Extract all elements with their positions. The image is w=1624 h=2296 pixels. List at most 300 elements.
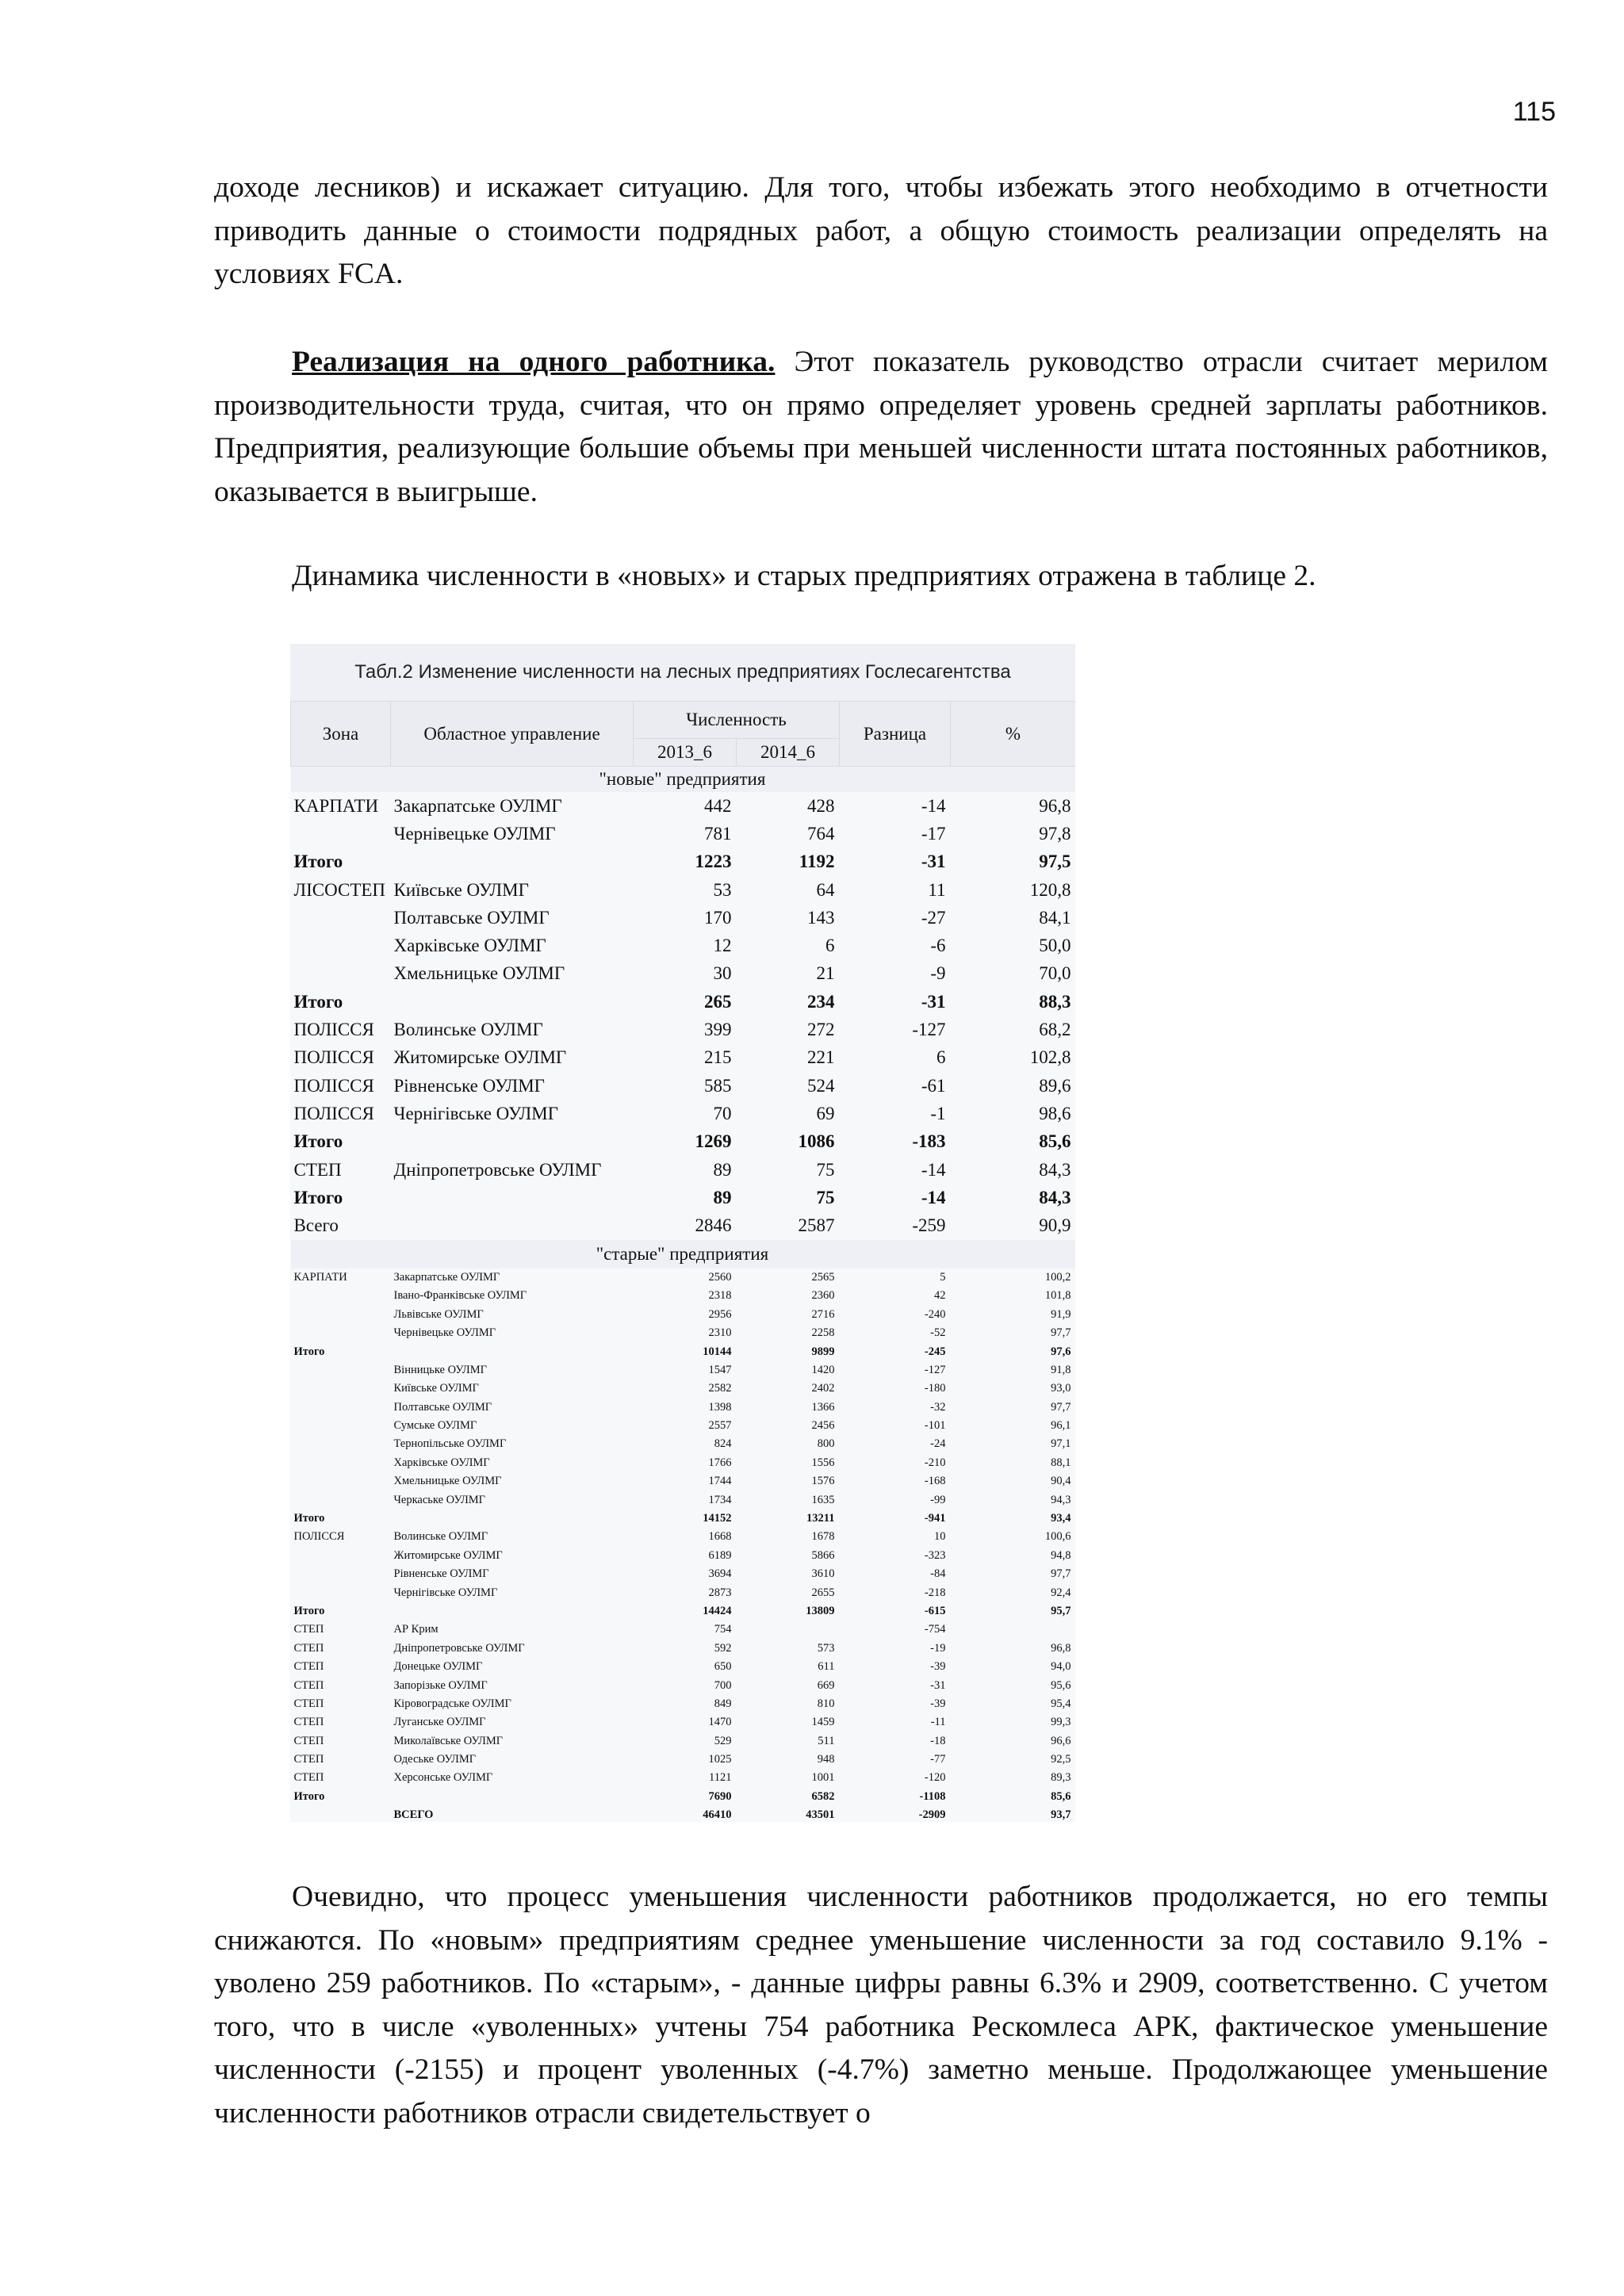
table-row [291,1128,1076,1156]
table-row [291,1016,1076,1043]
cell-zone: ПОЛІССЯ [293,1047,374,1068]
cell-difference: -218 [924,1586,946,1599]
table-row [291,1547,1076,1565]
cell-region: Хмельницьке ОУЛМГ [393,963,565,984]
cell-2014: 6582 [811,1789,835,1803]
table-row [291,1658,1076,1676]
cell-2014: 64 [816,879,835,900]
cell-percent: 85,6 [1051,1789,1071,1803]
cell-region: Сумське ОУЛМГ [393,1419,477,1433]
cell-zone: СТЕП [293,1660,324,1674]
cell-zone [291,1454,391,1472]
table-row [291,904,1076,932]
cell-region: Вінницьке ОУЛМГ [393,1363,487,1376]
header-2013: 2013_6 [634,739,737,767]
section-old-enterprises: "старые" предприятия [291,1240,1076,1269]
table-row [291,1044,1076,1072]
cell-difference: -14 [921,795,946,816]
cell-difference: -18 [930,1734,946,1747]
cell-difference: -99 [930,1493,946,1506]
table-row [291,1342,1076,1360]
cell-2014 [737,1621,840,1639]
cell-2013: 53 [713,879,732,900]
cell-2014: 21 [816,963,835,984]
cell-difference: -240 [924,1307,946,1321]
cell-zone: СТЕП [293,1159,342,1180]
cell-difference: -32 [930,1400,946,1414]
header-percent: % [951,702,1076,767]
paragraph-conclusion: Очевидно, что процесс уменьшения численности работников продолжается, но его темпы снижаются. По «новым» предприятиям среднее уменьшение численности за год составило 9.1% - уволено 259 работников. По «старым», - данные цифры равны 6.3% и 2909, соответственно. С учетом того, что в числе «уволенных» учтены 754 работника Рескомлеса АРК, фактическое уменьшение численности (-2155) и процент уволенных (-4.7%) заметно меньше. Продолжающее уменьшение численности работников отрасли свидетельствует о [214,1881,1548,2130]
cell-region [391,1128,634,1156]
cell-percent: 93,7 [1051,1808,1071,1822]
cell-difference: -754 [924,1623,946,1636]
cell-2013: 2560 [708,1270,732,1284]
cell-percent: 94,3 [1051,1493,1071,1506]
table-row [291,1156,1076,1184]
table-row [291,1695,1076,1713]
cell-difference: -210 [924,1456,946,1469]
cell-zone: СТЕП [293,1697,324,1710]
cell-difference: -31 [921,991,946,1012]
table-title: Табл.2 Изменение численности на лесных предприятиях Гослесагентства [290,644,1075,701]
cell-zone [291,1435,391,1453]
table-row [291,876,1076,904]
cell-2014: 948 [817,1753,835,1766]
cell-difference: -84 [930,1567,946,1581]
cell-difference: 6 [936,1047,946,1068]
cell-2013: 215 [704,1047,732,1068]
cell-2013: 2873 [708,1586,732,1599]
cell-percent: 93,4 [1051,1512,1071,1525]
cell-2013: 6189 [708,1548,732,1562]
cell-difference: -101 [924,1419,946,1433]
cell-zone [291,1547,391,1565]
cell-difference: -24 [930,1437,946,1451]
cell-2013: 1766 [708,1456,732,1469]
cell-percent: 70,0 [1039,963,1071,984]
cell-percent: 97,6 [1051,1345,1071,1358]
paragraph-fca: доходе лесников) и искажает ситуацию. Для того, чтобы избежать этого необходимо в отчетности приводить данные о стоимости подрядных работ, а общую стоимость реализации определять на условиях FCA. [214,171,1548,290]
table-row [291,1806,1076,1822]
cell-2014: 2456 [811,1419,835,1433]
cell-zone: СТЕП [293,1716,324,1729]
cell-percent: 97,7 [1051,1400,1071,1414]
cell-percent: 88,3 [1039,991,1071,1012]
cell-2013: 1744 [708,1475,732,1488]
cell-2013: 1668 [708,1530,732,1544]
cell-region: АР Крим [393,1623,439,1636]
table-row [291,1713,1076,1732]
cell-region: Волинське ОУЛМГ [393,1020,543,1040]
cell-2014: 573 [817,1641,835,1655]
cell-percent: 89,3 [1051,1771,1071,1785]
cell-2013: 89 [713,1187,732,1207]
cell-2013: 12 [713,936,732,956]
cell-2013: 849 [714,1697,732,1710]
table-row [291,1621,1076,1639]
cell-region: Київське ОУЛМГ [393,1382,479,1395]
cell-percent: 96,8 [1039,795,1071,816]
cell-region: Черкаське ОУЛМГ [393,1493,486,1506]
cell-difference: -31 [921,851,946,872]
cell-difference: -11 [930,1716,946,1729]
cell-2014: 1192 [799,851,835,872]
headcount-table [290,644,1075,1822]
cell-region [391,1211,634,1239]
cell-difference: -1108 [919,1789,946,1803]
paragraph-table-intro: Динамика численности в «новых» и старых предприятиях отражена в таблице 2. [292,560,1316,592]
cell-region: Волинське ОУЛМГ [393,1530,488,1544]
cell-2013: 700 [714,1678,732,1692]
cell-2013: 592 [714,1641,732,1655]
cell-percent: 88,1 [1051,1456,1071,1469]
cell-2014: 13211 [806,1512,835,1525]
cell-difference: 42 [934,1289,946,1303]
table-row [291,1380,1076,1398]
cell-difference: -180 [924,1382,946,1395]
table-row [291,1269,1076,1287]
cell-zone: Итого [293,1512,325,1525]
cell-percent: 97,8 [1039,823,1071,844]
cell-percent: 100,2 [1044,1270,1071,1284]
cell-region: Львівське ОУЛМГ [393,1307,484,1321]
cell-zone [291,1417,391,1435]
cell-region: Житомирське ОУЛМГ [393,1047,567,1068]
section-heading: Реализация на одного работника. [292,346,776,378]
cell-percent: 91,9 [1051,1307,1071,1321]
cell-region: Закарпатське ОУЛМГ [393,1270,500,1284]
header-difference: Разница [840,702,951,767]
cell-2014: 428 [807,795,835,816]
table-row [291,1184,1076,1211]
cell-region: Чернігівське ОУЛМГ [393,1586,498,1599]
cell-zone [291,1287,391,1305]
cell-zone: Итого [293,1789,325,1803]
cell-2014: 511 [818,1734,835,1747]
cell-region: Дніпропетровське ОУЛМГ [393,1159,602,1180]
cell-2014: 221 [807,1047,835,1068]
cell-zone [291,820,391,848]
cell-2013: 585 [704,1075,732,1096]
cell-zone [291,1583,391,1601]
cell-zone: СТЕП [293,1678,324,1692]
cell-percent: 84,3 [1039,1159,1071,1180]
cell-2014: 2565 [811,1270,835,1284]
table-row [291,1732,1076,1751]
header-region: Областное управление [391,702,634,767]
cell-difference: -52 [930,1326,946,1340]
cell-2014: 69 [816,1103,835,1123]
cell-zone: ПОЛІССЯ [293,1103,374,1123]
cell-percent: 97,7 [1051,1567,1071,1581]
cell-region: Харківське ОУЛМГ [393,1456,490,1469]
cell-percent: 84,3 [1039,1187,1071,1207]
cell-2013: 650 [714,1660,732,1674]
cell-percent: 97,5 [1039,851,1071,872]
cell-zone: Итого [293,991,343,1012]
cell-region [391,1602,634,1621]
cell-difference: -14 [921,1159,946,1180]
table-row [291,1640,1076,1658]
cell-2014: 2360 [811,1289,835,1303]
cell-2014: 3610 [811,1567,835,1581]
cell-region: Чернівецьке ОУЛМГ [393,1326,496,1340]
cell-2013: 2557 [708,1419,732,1433]
cell-2014: 234 [807,991,835,1012]
cell-percent: 90,9 [1039,1215,1071,1236]
cell-difference: -2909 [918,1808,946,1822]
cell-percent: 96,8 [1051,1641,1071,1655]
cell-percent: 89,6 [1039,1075,1071,1096]
cell-region: Дніпропетровське ОУЛМГ [393,1641,525,1655]
cell-2014: 2258 [811,1326,835,1340]
cell-difference: -168 [924,1475,946,1488]
table-row [291,1602,1076,1621]
cell-2014: 1576 [811,1475,835,1488]
cell-2014: 524 [807,1075,835,1096]
cell-zone [291,1361,391,1380]
cell-2014: 611 [818,1660,835,1674]
table-row [291,1100,1076,1127]
header-2014: 2014_6 [737,739,840,767]
cell-percent: 97,1 [1051,1437,1071,1451]
cell-percent: 97,7 [1051,1326,1071,1340]
table-row [291,1565,1076,1583]
table-row [291,792,1076,820]
cell-2013: 2956 [708,1307,732,1321]
cell-2014: 5866 [811,1548,835,1562]
table-row [291,1072,1076,1100]
cell-2013: 2310 [708,1326,732,1340]
cell-percent: 92,4 [1051,1586,1071,1599]
cell-percent: 95,7 [1051,1604,1071,1617]
cell-difference: -61 [921,1075,946,1096]
cell-2014: 669 [817,1678,835,1692]
table-row [291,1211,1076,1239]
table-row [291,960,1076,988]
cell-zone: ЛІСОСТЕП [293,879,386,900]
cell-region [391,1342,634,1360]
cell-2013: 3694 [708,1567,732,1581]
cell-percent: 102,8 [1029,1047,1071,1068]
table-row [291,1361,1076,1380]
cell-zone [291,960,391,988]
cell-2013: 7690 [708,1789,732,1803]
cell-2014: 9899 [811,1345,835,1358]
cell-2014: 43501 [806,1808,835,1822]
cell-2014: 143 [807,907,835,928]
cell-region: ВСЕГО [393,1808,434,1822]
cell-difference: -31 [930,1678,946,1692]
cell-zone: СТЕП [293,1641,324,1655]
cell-2013: 1121 [709,1771,732,1785]
cell-zone [291,1324,391,1342]
cell-difference: -39 [930,1660,946,1674]
cell-region: Рівненське ОУЛМГ [393,1567,489,1581]
cell-region: Кіровоградське ОУЛМГ [393,1697,511,1710]
cell-2014: 2587 [798,1215,835,1236]
cell-region: Чернівецьке ОУЛМГ [393,823,556,844]
cell-2013: 265 [704,991,732,1012]
cell-zone: СТЕП [293,1734,324,1747]
cell-difference: -127 [924,1363,946,1376]
cell-region: Полтавське ОУЛМГ [393,1400,492,1414]
cell-difference: -323 [924,1548,946,1562]
cell-zone [291,904,391,932]
cell-zone: Итого [293,1187,343,1207]
cell-2014: 2402 [811,1382,835,1395]
cell-percent: 95,4 [1051,1697,1071,1710]
cell-region: Запорізьке ОУЛМГ [393,1678,488,1692]
cell-2013: 442 [704,795,732,816]
cell-2013: 529 [714,1734,732,1747]
cell-percent: 91,8 [1051,1363,1071,1376]
cell-percent: 120,8 [1029,879,1071,900]
cell-percent: 85,6 [1039,1131,1071,1152]
cell-difference: 10 [934,1530,946,1544]
cell-2013: 1269 [695,1131,732,1152]
cell-zone [291,1806,391,1822]
cell-zone: СТЕП [293,1753,324,1766]
cell-difference: -6 [930,936,946,956]
cell-2013: 10144 [703,1345,732,1358]
cell-2013: 824 [714,1437,732,1451]
cell-2014: 6 [825,936,835,956]
table-row [291,1417,1076,1435]
cell-2014: 1086 [798,1131,835,1152]
table-row [291,1528,1076,1546]
table-row [291,1583,1076,1601]
cell-2013: 14152 [703,1512,732,1525]
cell-2014: 1556 [811,1456,835,1469]
cell-percent: 101,8 [1044,1289,1071,1303]
cell-2013: 89 [713,1159,732,1180]
table-row [291,1472,1076,1490]
cell-percent: 94,8 [1051,1548,1071,1562]
cell-2013: 1398 [708,1400,732,1414]
cell-region: Чернігівське ОУЛМГ [393,1103,559,1123]
cell-difference: -245 [924,1345,946,1358]
cell-2013: 46410 [703,1808,732,1822]
cell-region: Одеське ОУЛМГ [393,1753,477,1766]
header-zone: Зона [291,702,391,767]
cell-difference: -259 [912,1215,946,1236]
cell-2014: 1678 [811,1530,835,1544]
cell-zone: Итого [293,1345,325,1358]
cell-difference: -183 [912,1131,946,1152]
cell-2014: 2716 [811,1307,835,1321]
cell-region: Хмельницьке ОУЛМГ [393,1475,502,1488]
cell-region: Харківське ОУЛМГ [393,936,546,956]
cell-zone: СТЕП [293,1623,324,1636]
cell-difference: -39 [930,1697,946,1710]
cell-region [391,988,634,1016]
cell-region: Луганське ОУЛМГ [393,1716,486,1729]
cell-difference: -120 [924,1771,946,1785]
cell-difference: -9 [930,963,946,984]
cell-2013: 70 [713,1103,732,1123]
cell-2014: 2655 [811,1586,835,1599]
cell-zone [291,1490,391,1509]
cell-region: Закарпатське ОУЛМГ [393,795,562,816]
cell-2013: 2846 [695,1215,732,1236]
cell-difference: -941 [924,1512,946,1525]
cell-zone: КАРПАТИ [293,795,379,816]
cell-2014: 1459 [811,1716,835,1729]
paragraph-sales-per-worker [214,341,1548,514]
table-row [291,1751,1076,1769]
cell-difference: 11 [928,879,946,900]
table-row [291,1676,1076,1694]
cell-percent: 68,2 [1039,1020,1071,1040]
cell-difference: -17 [921,823,946,844]
cell-2014: 800 [817,1437,835,1451]
cell-percent: 93,0 [1051,1382,1071,1395]
cell-2013: 1734 [708,1493,732,1506]
cell-percent: 96,1 [1051,1419,1071,1433]
cell-difference: -77 [930,1753,946,1766]
table-row [291,1769,1076,1787]
cell-percent: 84,1 [1039,907,1071,928]
cell-region: Житомирське ОУЛМГ [393,1548,503,1562]
cell-region: Донецьке ОУЛМГ [393,1660,483,1674]
cell-2014: 764 [807,823,835,844]
cell-region: Херсонське ОУЛМГ [393,1771,493,1785]
table-row [291,820,1076,848]
table-row [291,1435,1076,1453]
cell-region: Миколаївське ОУЛМГ [393,1734,504,1747]
table-row [291,1287,1076,1305]
cell-zone [291,1380,391,1398]
cell-2014: 1366 [811,1400,835,1414]
cell-difference: -19 [930,1641,946,1655]
cell-region: Київське ОУЛМГ [393,879,529,900]
table-row [291,932,1076,959]
cell-percent: 92,5 [1051,1753,1071,1766]
cell-region [391,1788,634,1806]
cell-percent: 90,4 [1051,1475,1071,1488]
table-grid [290,701,1075,1822]
paragraph-text: Этот показатель руководство отрасли считает мерилом производительности труда, считая, что он прямо определяет уровень средней зарплаты работников. Предприятия, реализующие большие объемы при меньшей численности штата постоянных работников, оказывается в выигрыше. [214,346,1548,508]
cell-2014: 810 [817,1697,835,1710]
cell-zone [291,1398,391,1416]
table-row [291,988,1076,1016]
section-new-enterprises: "новые" предприятия [291,767,1076,793]
cell-percent [951,1621,1076,1639]
table-row [291,1510,1076,1528]
cell-2014: 1420 [811,1363,835,1376]
cell-percent: 99,3 [1051,1716,1071,1729]
table-row [291,1324,1076,1342]
cell-zone [291,1306,391,1324]
cell-2013: 1547 [708,1363,732,1376]
cell-2013: 14424 [703,1604,732,1617]
cell-2013: 781 [704,823,732,844]
cell-percent: 94,0 [1051,1660,1071,1674]
table-row [291,1490,1076,1509]
cell-2013: 399 [704,1020,732,1040]
cell-zone: ПОЛІССЯ [293,1075,374,1096]
cell-difference: -127 [912,1020,946,1040]
cell-zone: Итого [293,1604,325,1617]
cell-percent: 100,6 [1044,1530,1071,1544]
cell-zone: КАРПАТИ [293,1270,347,1284]
cell-region [391,1510,634,1528]
cell-zone [291,1565,391,1583]
cell-2014: 1635 [811,1493,835,1506]
table-row [291,1454,1076,1472]
cell-region: Полтавське ОУЛМГ [393,907,550,928]
